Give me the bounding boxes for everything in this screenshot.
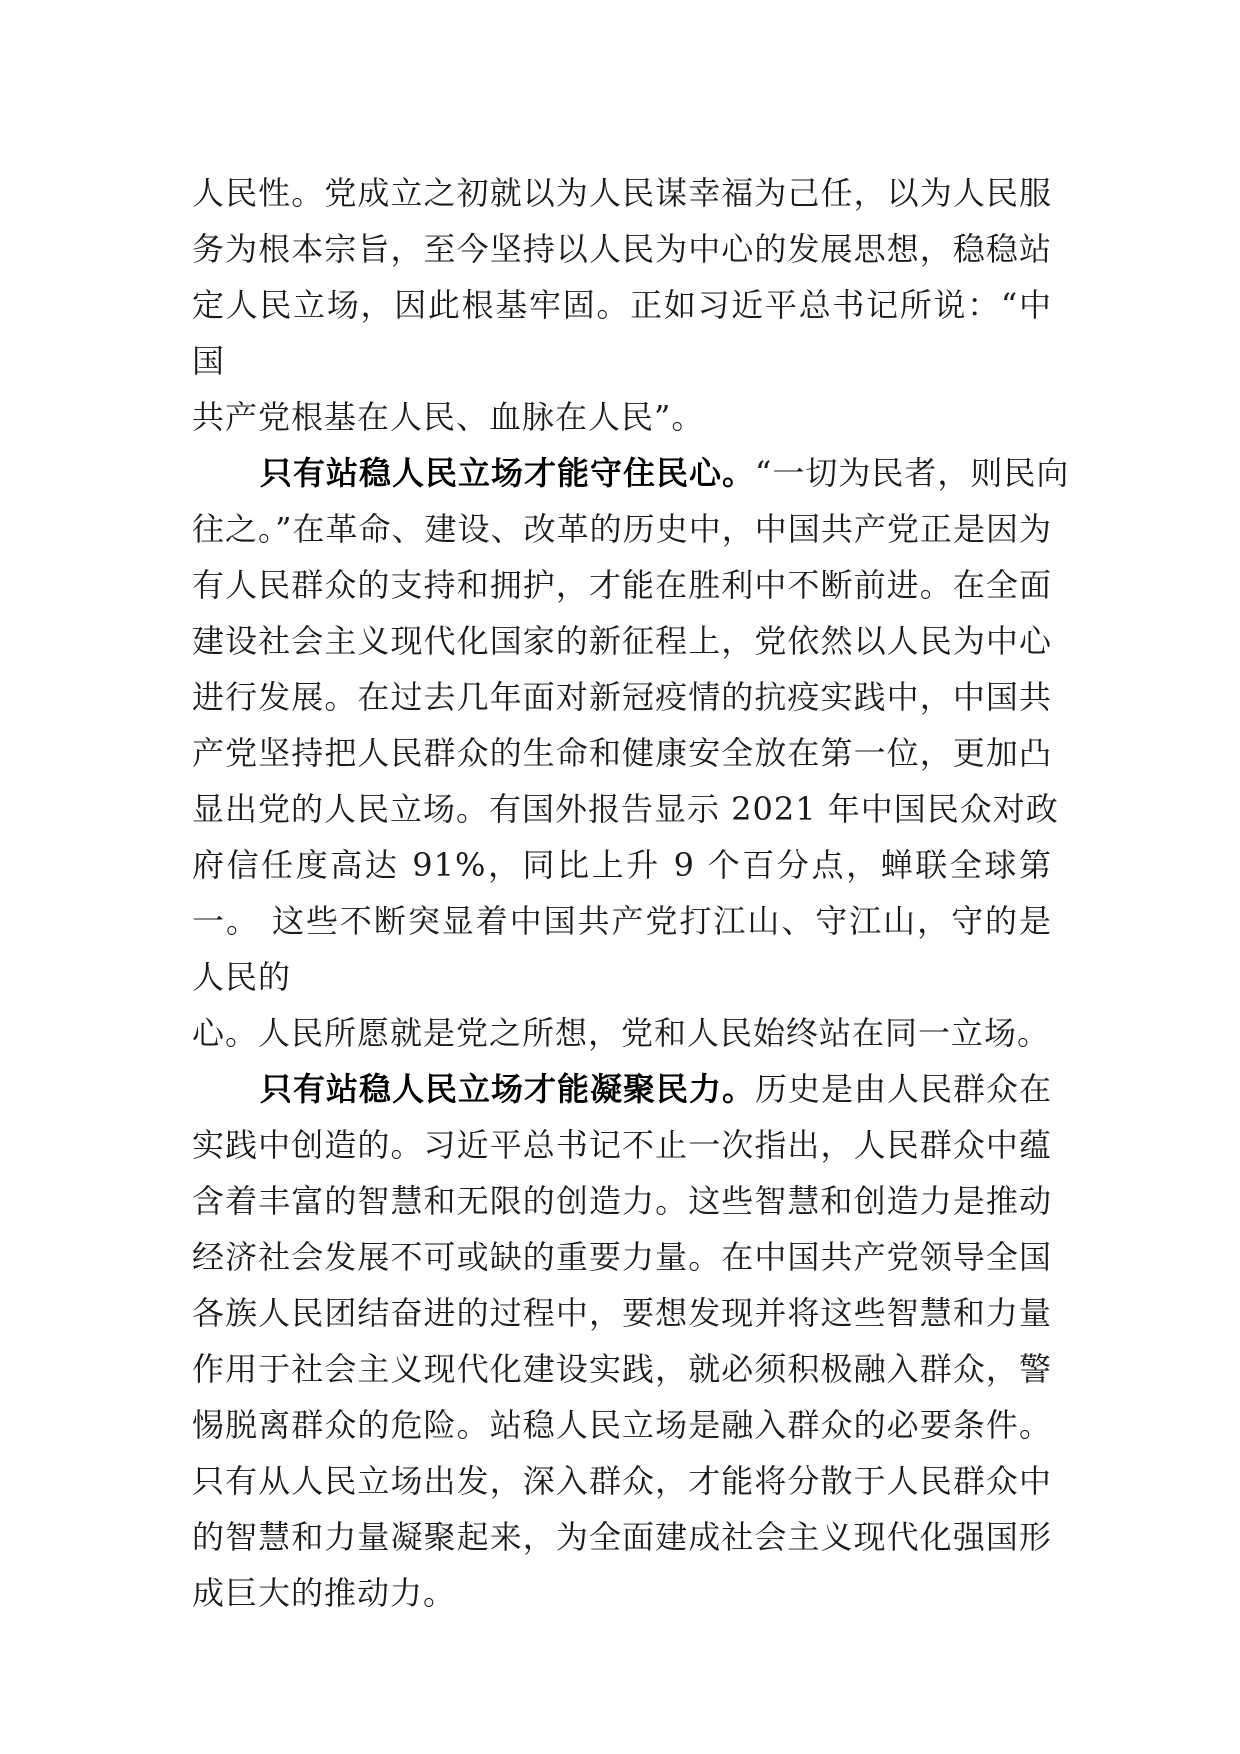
text-line: 往之。”在革命、建设、改革的历史中，中国共产党正是因为 xyxy=(192,510,1052,548)
text-line: 共产党根基在人民、血脉在人民”。 xyxy=(192,398,705,436)
paragraph-2 xyxy=(192,445,1070,1061)
paragraph-3 xyxy=(192,1061,1052,1621)
text-line: 心。人民所愿就是党之所想，党和人民始终站在同一立场。 xyxy=(192,1014,1051,1052)
text-line: 作用于社会主义现代化建设实践，就必须积极融入群众，警 xyxy=(192,1350,1052,1388)
text-line: 人民的 xyxy=(192,958,292,996)
text-line: 惕脱离群众的危险。站稳人民立场是融入群众的必要条件。 xyxy=(192,1406,1052,1444)
text-line: 只有从人民立场出发，深入群众，才能将分散于人民群众中 xyxy=(192,1462,1052,1500)
text-line: 定人民立场，因此根基牢固。正如习近平总书记所说：“中 xyxy=(192,286,1052,324)
paragraph-heading: 只有站稳人民立场才能凝聚民力。 xyxy=(260,1070,756,1108)
text-line: 建设社会主义现代化国家的新征程上，党依然以人民为中心 xyxy=(192,622,1052,660)
text-line: 府信任度高达 91%，同比上升 9 个百分点，蝉联全球第 xyxy=(192,846,1052,884)
text-run: 历史是由人民群众在 xyxy=(755,1070,1053,1108)
text-line: 含着丰富的智慧和无限的创造力。这些智慧和创造力是推动 xyxy=(192,1182,1052,1220)
text-run: “一切为民者，则民向 xyxy=(755,454,1070,492)
text-line: 经济社会发展不可或缺的重要力量。在中国共产党领导全国 xyxy=(192,1238,1052,1276)
text-line: 一。 这些不断突显着中国共产党打江山、守江山，守的是 xyxy=(192,902,1052,940)
text-line: 有人民群众的支持和拥护，才能在胜利中不断前进。在全面 xyxy=(192,566,1052,604)
paragraph-first-line xyxy=(192,1061,1052,1117)
text-line: 实践中创造的。习近平总书记不止一次指出，人民群众中蕴 xyxy=(192,1126,1052,1164)
text-line: 人民性。党成立之初就以为人民谋幸福为己任，以为人民服 xyxy=(192,174,1052,212)
document-body xyxy=(192,165,1070,1621)
text-line: 显出党的人民立场。有国外报告显示 2021 年中国民众对政 xyxy=(192,790,1059,828)
text-line: 进行发展。在过去几年面对新冠疫情的抗疫实践中，中国共 xyxy=(192,678,1052,716)
text-line: 国 xyxy=(192,342,226,380)
paragraph-1 xyxy=(192,165,1052,445)
text-line: 各族人民团结奋进的过程中，要想发现并将这些智慧和力量 xyxy=(192,1294,1052,1332)
text-line: 务为根本宗旨，至今坚持以人民为中心的发展思想，稳稳站 xyxy=(192,230,1052,268)
text-line: 成巨大的推动力。 xyxy=(192,1574,457,1612)
paragraph-first-line xyxy=(192,445,1070,501)
paragraph-heading: 只有站稳人民立场才能守住民心。 xyxy=(260,454,756,492)
text-line: 的智慧和力量凝聚起来，为全面建成社会主义现代化强国形 xyxy=(192,1518,1052,1556)
text-line: 产党坚持把人民群众的生命和健康安全放在第一位，更加凸 xyxy=(192,734,1052,772)
